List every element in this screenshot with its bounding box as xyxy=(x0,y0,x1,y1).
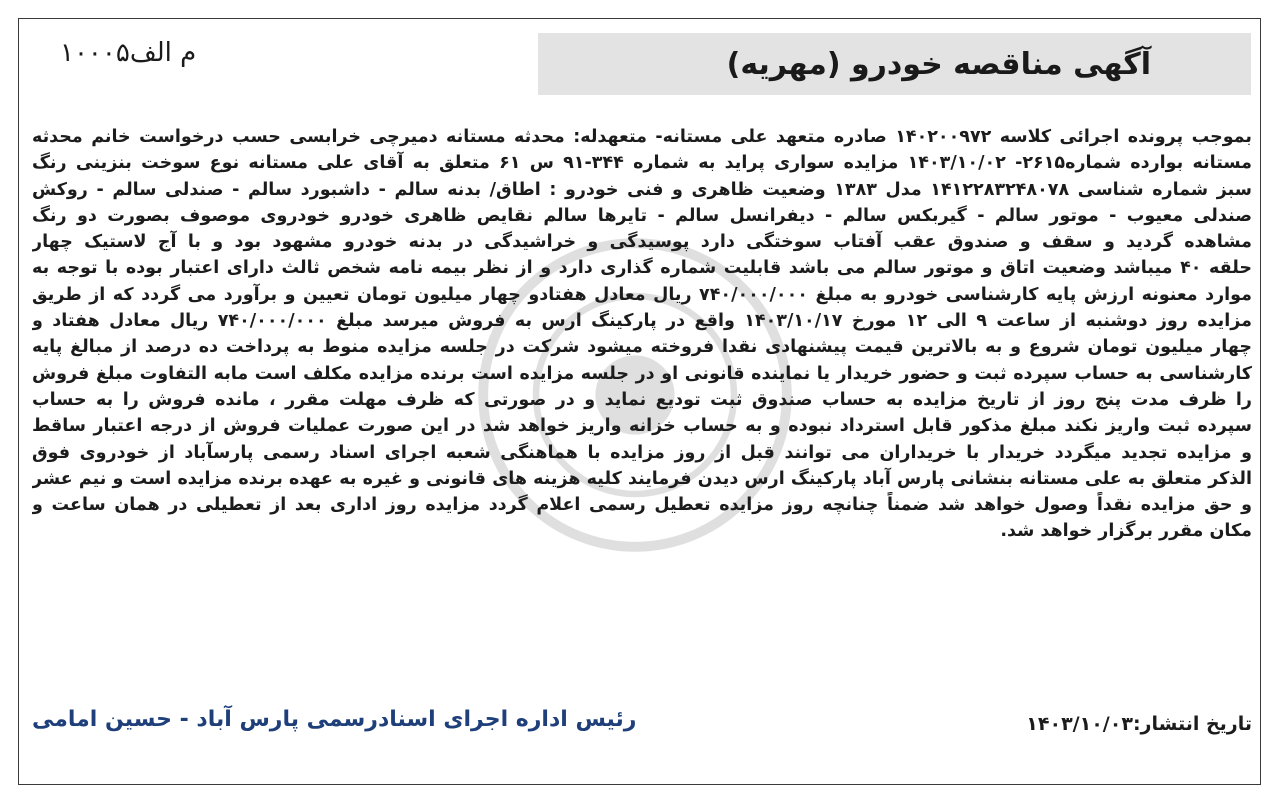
body-line: مشاهده گردید و سقف و صندوق عقب آفتاب سوختگی دارد پوسیدگی و خراشیدگی در بدنه خودرو مشهود بود و با آج لاستیک چهار xyxy=(32,232,1252,253)
body-line: کارشناسی به حساب سپرده ثبت و حضور خریدار یا نماینده قانونی او در جلسه مزایده است برنده مزایده مکلف است مابه التفاوت مبلغ فروش xyxy=(32,363,1252,384)
body-line: را ظرف مدت پنج روز از تاریخ مزایده به حساب صندوق ثبت تودیع نماید و در صورتی که ظرف مهلت مقرر ، مانده فروش را به حساب xyxy=(32,389,1252,410)
notice-footer xyxy=(32,707,1252,747)
notice-title-box xyxy=(538,33,1251,95)
body-line: چهار میلیون تومان شروع و به بالاترین قیمت پیشنهادی نقدا فروخته میشود شرکت در جلسه مزایده منوط به پرداخت ده درصد از مبالغ پایه xyxy=(32,337,1252,358)
body-line: حلقه ۴۰ میباشد وضعیت اتاق و موتور سالم می باشد قابلیت شماره گذاری دارد و از نظر بیمه نامه شخص ثالث دارای اعتبار بوده با توجه به xyxy=(32,258,1252,279)
notice-title: آگهی مناقصه خودرو (مهریه) xyxy=(726,46,1151,82)
body-line: و حق مزایده نقداً وصول خواهد شد ضمناً چنانچه روز مزایده تعطیل رسمی اعلام گردد مزایده روز اداری بعد از تعطیلی در همان ساعت و xyxy=(32,495,1252,516)
body-line: و مزایده تجدید میگردد خریدار با خریداران می توانند قبل از روز مزایده با هماهنگی شعبه اجرای اسناد رسمی پارسآباد از خودروی فوق xyxy=(32,442,1252,463)
body-line-last: مکان مقرر برگزار خواهد شد. xyxy=(1000,521,1252,542)
publish-date: تاریخ انتشار:۱۴۰۳/۱۰/۰۳ xyxy=(1026,713,1252,735)
notice-body xyxy=(32,124,1252,545)
body-line: سپرده ثبت واریز نکند مبلغ مذکور قابل استرداد نبوده و به حساب خزانه واریز خواهد شد در این صورت عملیات فروش از درجه اعتبار ساقط xyxy=(32,416,1252,437)
notice-code: م الف۱۰۰۰۵ xyxy=(60,38,197,68)
body-line: سبز شماره شناسی ۱۴۱۲۲۸۳۲۴۸۰۷۸ مدل ۱۳۸۳ وضعیت ظاهری و فنی خودرو : اطاق/ بدنه سالم - داشبورد سالم - صندلی سالم - روکش xyxy=(32,179,1252,200)
body-line: مستانه بوارده شماره۲۶۱۵- ۱۴۰۳/۱۰/۰۲ مزایده سواری پراید به شماره ۳۴۴-۹۱ س ۶۱ متعلق به آقای علی مستانه نوع سوخت بنزینی رنگ xyxy=(32,153,1252,174)
body-line: الذکر متعلق به علی مستانه بنشانی پارس آباد پارکینگ ارس دیدن فرمایند کلیه هزینه های قانونی و غیره به عهده برنده مزایده است و نیم عشر xyxy=(32,468,1252,489)
body-line: مزایده روز دوشنبه از ساعت ۹ الی ۱۲ مورخ ۱۴۰۳/۱۰/۱۷ واقع در پارکینگ ارس به فروش میرسد مبلغ ۷۴۰/۰۰۰/۰۰۰ ریال معادل هفتاد و xyxy=(32,311,1252,332)
body-line: بموجب پرونده اجرائی کلاسه ۱۴۰۲۰۰۹۷۲ صادره متعهد علی مستانه- متعهدله: محدثه مستانه دمیرچی خرابسی حسب درخواست خانم محدثه xyxy=(32,127,1252,147)
body-line: موارد معنونه ارزش پایه کارشناسی خودرو به مبلغ ۷۴۰/۰۰۰/۰۰۰ ریال معادل هفتادو چهار میلیون تومان تعیین و برآورد می گردد که از طریق xyxy=(32,284,1252,305)
signer-name: رئیس اداره اجرای اسنادرسمی پارس آباد - حسین امامی xyxy=(32,707,637,732)
body-line: صندلی معیوب - موتور سالم - گیربکس سالم - دیفرانسل سالم - تایرها سالم نقایص ظاهری خودرو خودروی موصوف بصورت دو رنگ xyxy=(32,205,1252,226)
